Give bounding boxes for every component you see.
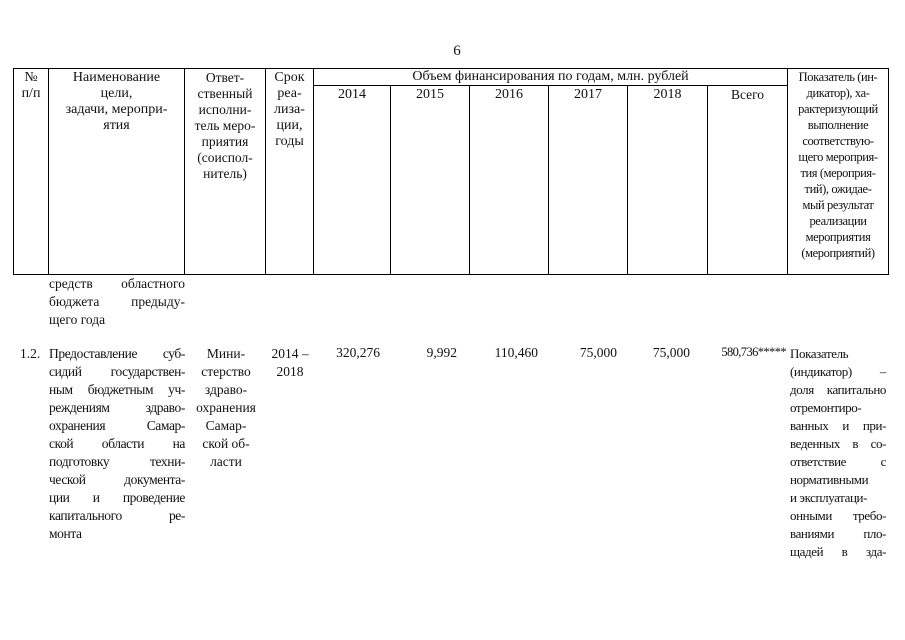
row-number: 1.2. — [20, 346, 41, 361]
header-year-2016: 2016 — [495, 87, 523, 102]
col-border — [888, 68, 889, 275]
header-funding-title: Объем финансирования по годам, млн. рублей — [412, 69, 689, 84]
page-number: 6 — [453, 43, 461, 59]
continuation-text: средств областного бюджета предыду- щего года — [49, 276, 185, 327]
row-value-2018: 75,000 — [652, 345, 690, 360]
col-border — [707, 85, 708, 275]
row-value-2014: 320,276 — [336, 345, 380, 360]
row-value-total: 580,736***** — [721, 345, 786, 359]
row-term: 2014 – 2018 — [271, 346, 309, 379]
row-responsible: Мини- стерство здраво- охранения Самар- ской об- ласти — [196, 346, 256, 469]
row-indicator: Показатель (индикатор) – доля капитально отремонтиро- ванных и при- веденных в со- ответствие с нормативными и эксплуатаци- онными требо- ваниями пло- щадей в зда- — [790, 346, 886, 559]
header-year-2014: 2014 — [338, 87, 366, 102]
header-year-2015: 2015 — [416, 87, 444, 102]
row-value-2015: 9,992 — [426, 345, 457, 360]
header-col-name: Наименование цели, задачи, меропри- ятия — [65, 70, 168, 133]
col-border — [548, 85, 549, 275]
header-col-indicator: Показатель (ин- дикатор), ха- рактеризующий выполнение соответствую- щего мероприя- тия (мероприя- тий), ожидае- мый результат реализации мероприятия (мероприятий) — [798, 70, 878, 260]
table-header — [13, 68, 889, 275]
row-name: Предоставление суб- сидий государствен- ным бюджетным уч- реждениям здраво- охранения Самар- ской области на подготовку техни- ческой документа- ции и проведение капитального ре- монта — [49, 346, 185, 541]
header-total: Всего — [730, 87, 765, 102]
header-col-number: № п/п — [21, 70, 41, 101]
header-year-2018: 2018 — [653, 87, 682, 102]
row-value-2016: 110,460 — [494, 345, 538, 360]
col-border — [469, 85, 470, 275]
col-border — [390, 85, 391, 275]
header-col-responsible: Ответ- ственный исполни- тель меро- приятия (соиспол- нитель) — [194, 70, 256, 181]
header-year-2017: 2017 — [574, 87, 602, 102]
funding-subheader-border — [313, 85, 787, 86]
row-value-2017: 75,000 — [579, 345, 617, 360]
header-col-term: Срок реа- лиза- ции, годы — [274, 70, 305, 149]
col-border — [627, 85, 628, 275]
